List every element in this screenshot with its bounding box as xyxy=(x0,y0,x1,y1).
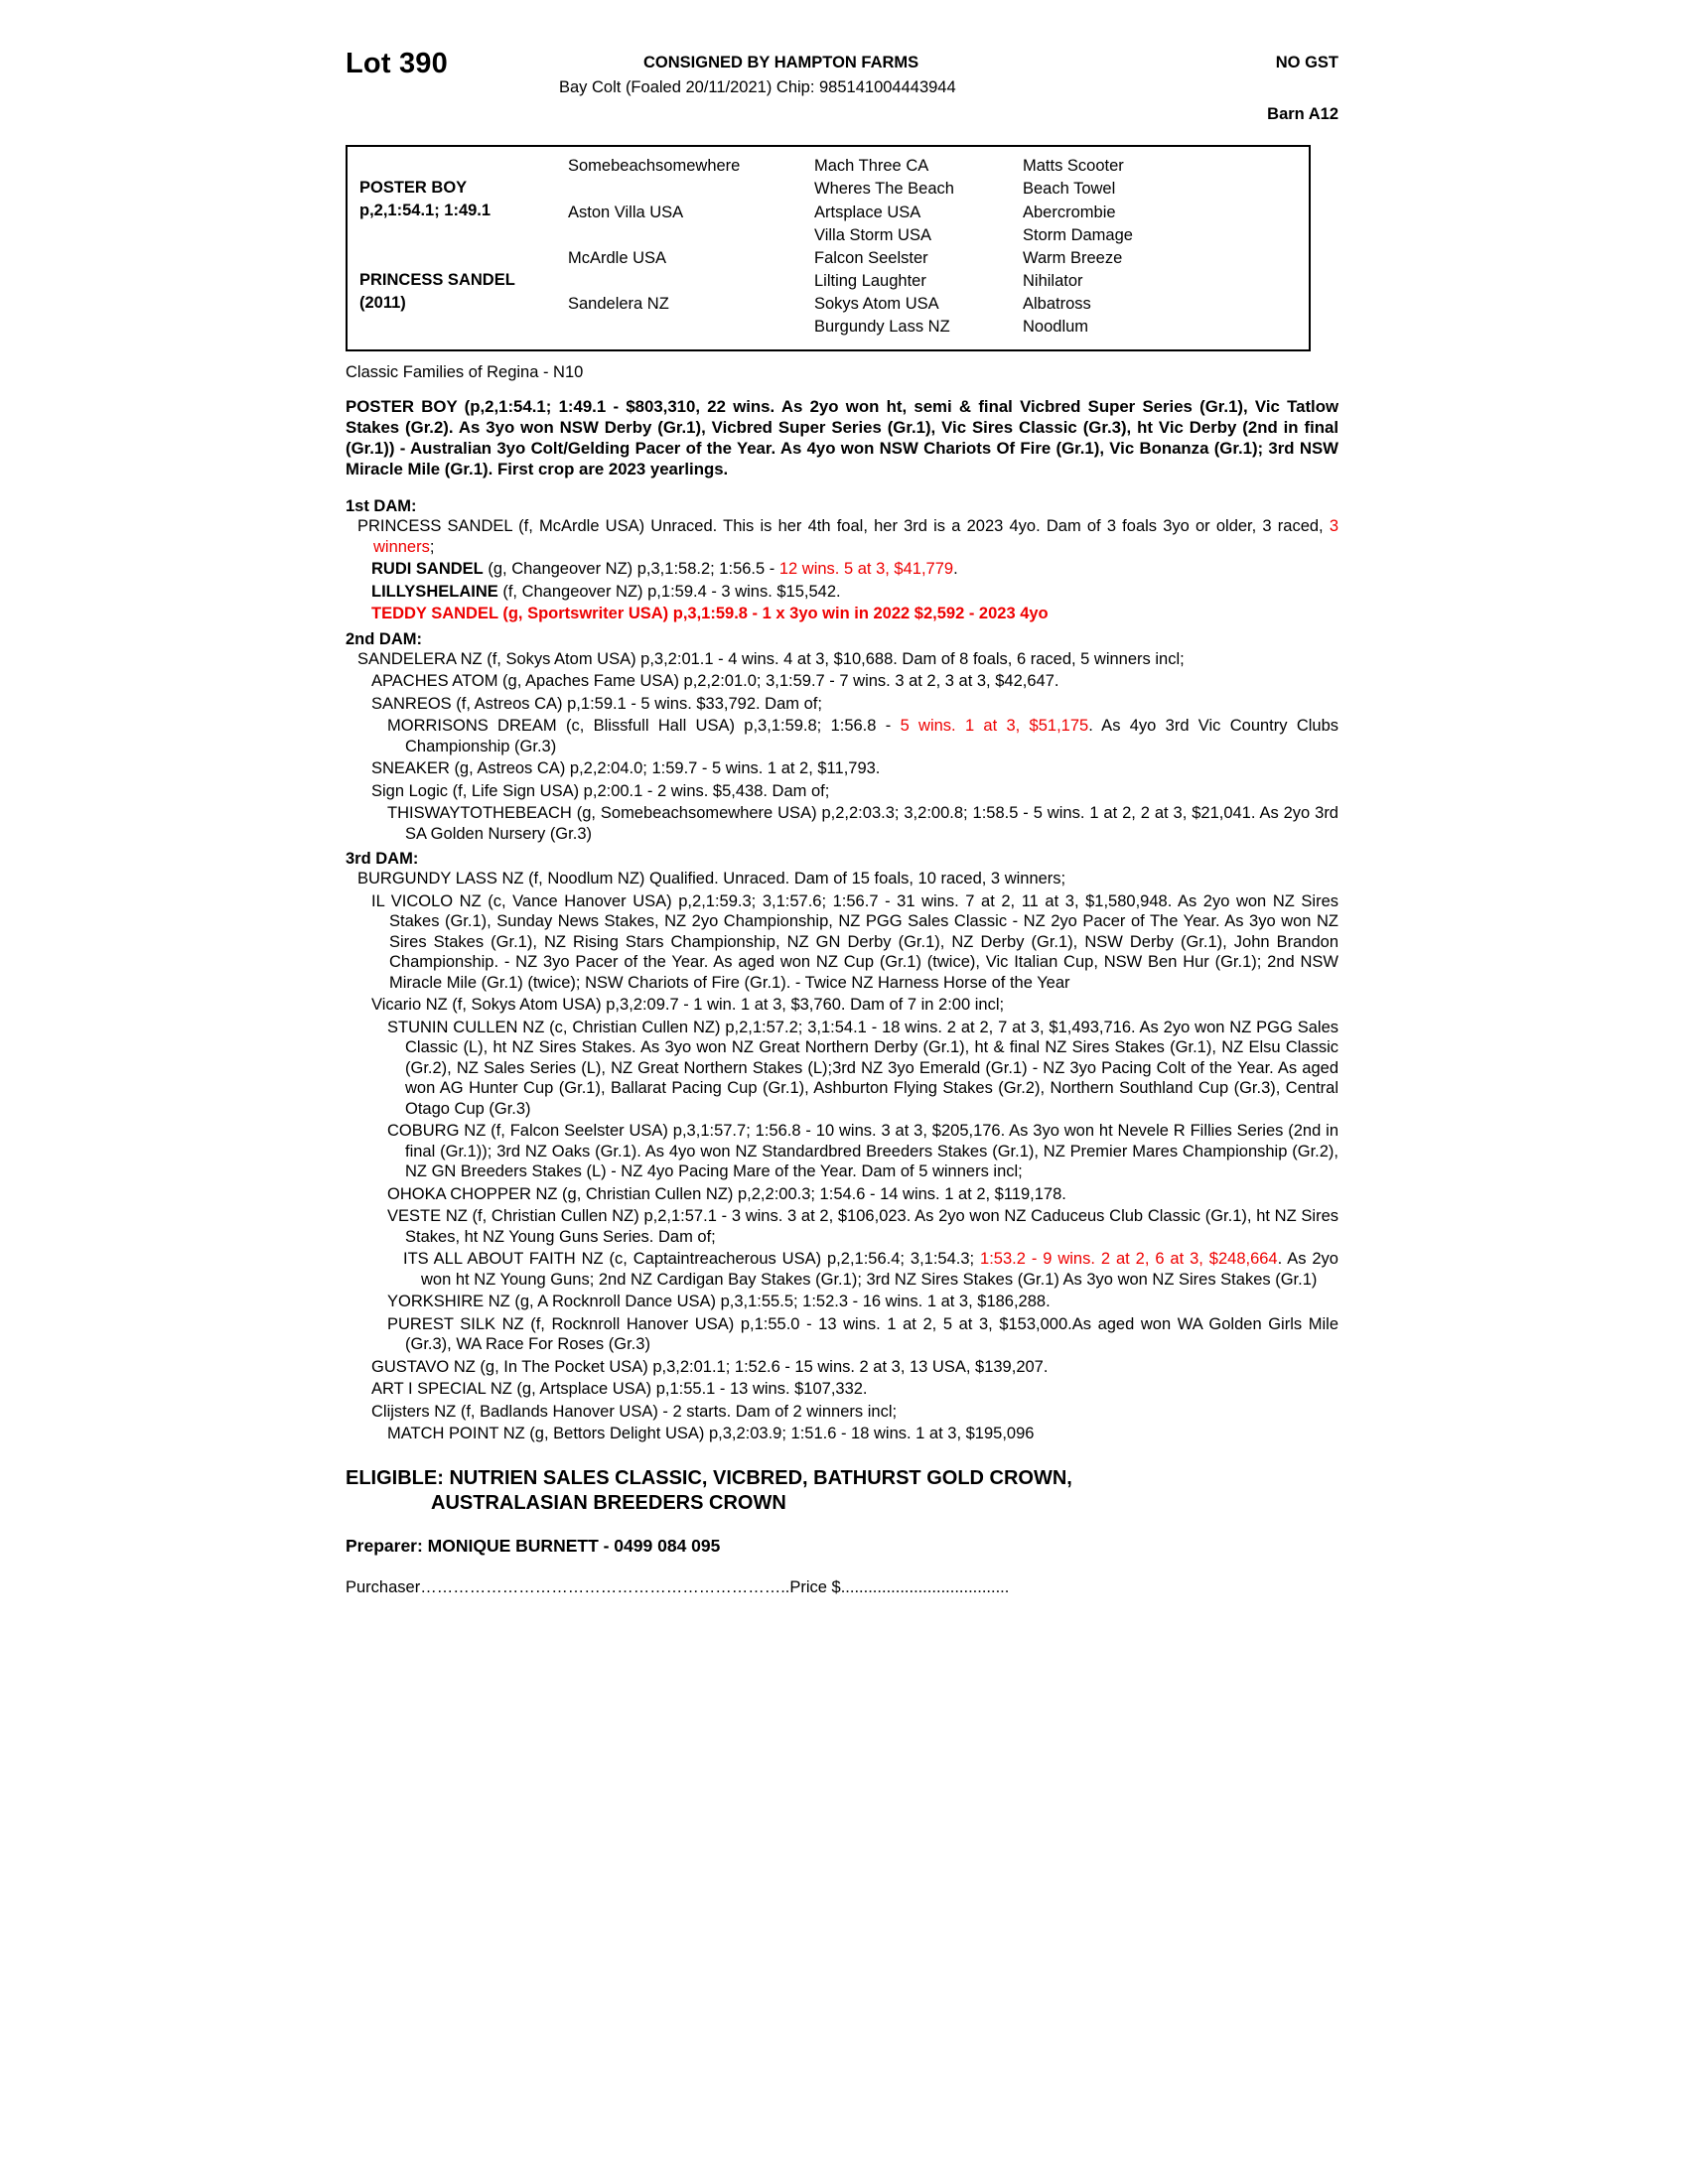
progeny-name: LILLYSHELAINE xyxy=(371,582,498,601)
first-dam-intro-b: ; xyxy=(429,537,435,556)
progeny-yorkshire: YORKSHIRE NZ (g, A Rocknroll Dance USA) p,3,1:55.5; 1:52.3 - 16 wins. 1 at 3, $186,288. xyxy=(387,1293,1051,1310)
progeny-il-vicolo: IL VICOLO NZ (c, Vance Hanover USA) p,2,1:59.3; 3,1:57.6; 1:56.7 - 31 wins. 7 at 2, 11 at 3, $1,580,948. As 2yo won NZ Sires Stakes (Gr.1), Sunday News Stakes, NZ 2yo Championship, NZ PGG Sales Classic - NZ 2yo Pacer of The Year. As 3yo won NZ Sires Stakes (Gr.1), NZ Rising Stars Championship, NZ GN Derby (Gr.1), NZ Derby (Gr.1), NSW Derby (Gr.1), John Brandon Championship. - NZ 3yo Pacer of the Year. As aged won NZ Cup (Gr.1) (twice), Vic Italian Cup, NSW Ben Hur (Gr.1); 2nd NSW Miracle Mile (Gr.1) (twice); NSW Chariots of Fire (Gr.1). - Twice NZ Harness Horse of the Year xyxy=(371,891,1338,992)
third-dam-heading: 3rd DAM: xyxy=(346,850,419,868)
grandparent-4: Villa Storm USA xyxy=(814,226,931,244)
progeny-detail-end: . As 4yo 3rd Vic Country Clubs Championship (Gr.3) xyxy=(405,717,1339,755)
progeny-highlight: 1:53.2 - 9 wins. 2 at 2, 6 at 3, $248,664 xyxy=(980,1250,1278,1268)
sire-sire: Somebeachsomewhere xyxy=(568,157,741,175)
progeny-stunin-cullen: STUNIN CULLEN NZ (c, Christian Cullen NZ) p,2,1:57.2; 3,1:54.1 - 18 wins. 2 at 2, 7 at 3, $1,493,716. As 2yo won NZ PGG Sales Classic (L), ht NZ Sires Stakes. As 3yo won NZ Great Northern Derby (Gr.1), ht & final NZ Sires Stakes (Gr.1), NZ Elsu Classic (Gr.2), NZ Sales Series (L), NZ Great Northern Stakes (L);3rd NZ 3yo Emerald (Gr.1) - NZ 3yo Pacing Colt of the Year. As aged won AG Hunter Cup (Gr.1), Ballarat Pacing Cup (Gr.1), Ashburton Flying Stakes (Gr.2), Northern Southland Cup (Gr.3), Central Otago Cup (Gr.3) xyxy=(387,1018,1338,1118)
grandparent-7: Sokys Atom USA xyxy=(814,295,939,313)
progeny-detail: MORRISONS DREAM (c, Blissfull Hall USA) p,3,1:59.8; 1:56.8 - xyxy=(387,717,901,735)
horse-description: Bay Colt (Foaled 20/11/2021) Chip: 985141004443944 xyxy=(559,78,956,96)
dam-dam: Sandelera NZ xyxy=(568,295,669,313)
great-grandparent-7: Albatross xyxy=(1023,295,1091,313)
progeny-detail-end: . As 2yo won ht NZ Young Guns; 2nd NZ Cardigan Bay Stakes (Gr.1); 3rd NZ Sires Stakes (Gr.1) As 3yo won NZ Sires Stakes (Gr.1) xyxy=(421,1250,1338,1289)
progeny-coburg: COBURG NZ (f, Falcon Seelster USA) p,3,1:57.7; 1:56.8 - 10 wins. 3 at 3, $205,176. As 3yo won ht Nevele R Fillies Series (2nd in final (Gr.1)); 3rd NZ Oaks (Gr.1). As 4yo won NZ Standardbred Breeders Stakes (Gr.1), NZ Premier Mares Championship (Gr.2), NZ GN Breeders Stakes (L) - NZ 4yo Pacing Mare of the Year. Dam of 5 winners incl; xyxy=(387,1122,1338,1180)
progeny-name: RUDI SANDEL xyxy=(371,560,484,578)
grandparent-8: Burgundy Lass NZ xyxy=(814,318,950,336)
first-dam-winners: 3 winners xyxy=(373,517,1338,556)
progeny-purest-silk: PUREST SILK NZ (f, Rocknroll Hanover USA) p,1:55.0 - 13 wins. 1 at 2, 5 at 3, $153,000.As aged won WA Golden Girls Mile (Gr.3), WA Race For Roses (Gr.3) xyxy=(387,1314,1338,1353)
progeny-highlight: 12 wins. 5 at 3, $41,779 xyxy=(778,560,954,578)
great-grandparent-4: Storm Damage xyxy=(1023,226,1133,244)
grandparent-6: Lilting Laughter xyxy=(814,272,926,290)
progeny-ohoka-chopper: OHOKA CHOPPER NZ (g, Christian Cullen NZ) p,2,2:00.3; 1:54.6 - 14 wins. 1 at 2, $119,178. xyxy=(387,1184,1066,1203)
progeny-apaches-atom: APACHES ATOM (g, Apaches Fame USA) p,2,2:01.0; 3,1:59.7 - 7 wins. 3 at 2, 3 at 3, $42,647. xyxy=(371,672,1059,690)
eligibility-block xyxy=(346,1466,1338,1516)
progeny-vicario: Vicario NZ (f, Sokys Atom USA) p,3,2:09.7 - 1 win. 1 at 3, $3,760. Dam of 7 in 2:00 incl; xyxy=(371,996,1005,1014)
great-grandparent-5: Warm Breeze xyxy=(1023,249,1123,267)
progeny-detail: ITS ALL ABOUT FAITH NZ (c, Captaintreacherous USA) p,2,1:56.4; 3,1:54.3; xyxy=(403,1250,981,1268)
first-dam-heading: 1st DAM: xyxy=(346,497,417,515)
great-grandparent-3: Abercrombie xyxy=(1023,204,1116,221)
progeny-detail-end: . xyxy=(953,560,958,578)
progeny-detail: (g, Changeover NZ) p,3,1:58.2; 1:56.5 - xyxy=(483,560,779,578)
pedigree-table xyxy=(346,145,1311,351)
progeny-detail: (f, Changeover NZ) p,1:59.4 - 3 wins. $15,542. xyxy=(497,582,841,601)
consignor-line: CONSIGNED BY HAMPTON FARMS xyxy=(643,54,919,71)
barn-number: Barn A12 xyxy=(1267,105,1338,123)
page-header xyxy=(346,46,1338,141)
first-dam-intro-a: PRINCESS SANDEL (f, McArdle USA) Unraced. This is her 4th foal, her 3rd is a 2023 4yo. Dam of 3 foals 3yo or older, 3 raced, xyxy=(357,517,1330,535)
progeny-match-point: MATCH POINT NZ (g, Bettors Delight USA) p,3,2:03.9; 1:51.6 - 18 wins. 1 at 3, $195,096 xyxy=(387,1425,1035,1442)
gst-status: NO GST xyxy=(1275,54,1338,71)
progeny-its-all-about-faith xyxy=(346,1249,1338,1290)
progeny-sign-logic: Sign Logic (f, Life Sign USA) p,2:00.1 - 2 wins. $5,438. Dam of; xyxy=(371,781,830,800)
great-grandparent-8: Noodlum xyxy=(1023,318,1089,336)
progeny-clijsters: Clijsters NZ (f, Badlands Hanover USA) - 2 starts. Dam of 2 winners incl; xyxy=(371,1402,898,1421)
grandparent-1: Mach Three CA xyxy=(814,157,929,175)
great-grandparent-6: Nihilator xyxy=(1023,272,1083,290)
progeny-gustavo: GUSTAVO NZ (g, In The Pocket USA) p,3,2:01.1; 1:52.6 - 15 wins. 2 at 3, 13 USA, $139,207. xyxy=(371,1357,1049,1376)
grandparent-5: Falcon Seelster xyxy=(814,249,928,267)
progeny-highlight: 5 wins. 1 at 3, $51,175 xyxy=(900,717,1089,735)
progeny-teddy-sandel: TEDDY SANDEL (g, Sportswriter USA) p,3,1:59.8 - 1 x 3yo win in 2022 $2,592 - 2023 4yo xyxy=(371,605,1049,622)
second-dam-intro: SANDELERA NZ (f, Sokys Atom USA) p,3,2:01.1 - 4 wins. 4 at 3, $10,688. Dam of 8 foals, 6 raced, 5 winners incl; xyxy=(357,649,1185,668)
grandparent-2: Wheres The Beach xyxy=(814,180,954,198)
dam-name: PRINCESS SANDEL xyxy=(359,271,515,289)
first-dam-intro xyxy=(346,516,1338,557)
progeny-thiswaytothebeach: THISWAYTOTHEBEACH (g, Somebeachsomewhere USA) p,2,2:03.3; 3,2:00.8; 1:58.5 - 5 wins. 1 at 2, 2 at 3, $21,041. As 2yo 3rd SA Golden Nursery (Gr.3) xyxy=(387,804,1338,843)
progeny-lillyshelaine xyxy=(346,582,1338,603)
progeny-sanreos: SANREOS (f, Astreos CA) p,1:59.1 - 5 wins. $33,792. Dam of; xyxy=(371,694,822,713)
grandparent-3: Artsplace USA xyxy=(814,204,921,221)
sire-dam: Aston Villa USA xyxy=(568,204,684,221)
eligibility-line-1: ELIGIBLE: NUTRIEN SALES CLASSIC, VICBRED, BATHURST GOLD CROWN, xyxy=(346,1466,1072,1489)
eligibility-line-2: AUSTRALASIAN BREEDERS CROWN xyxy=(431,1491,786,1514)
sire-name: POSTER BOY xyxy=(359,179,468,197)
second-dam-heading: 2nd DAM: xyxy=(346,629,422,648)
progeny-art-i-special: ART I SPECIAL NZ (g, Artsplace USA) p,1:55.1 - 13 wins. $107,332. xyxy=(371,1380,868,1398)
progeny-rudi-sandel xyxy=(346,559,1338,580)
third-dam-intro: BURGUNDY LASS NZ (f, Noodlum NZ) Qualified. Unraced. Dam of 15 foals, 10 raced, 3 winners; xyxy=(357,870,1066,887)
sire-paragraph: POSTER BOY (p,2,1:54.1; 1:49.1 - $803,310, 22 wins. As 2yo won ht, semi & final Vicbred Super Series (Gr.1), Vic Tatlow Stakes (Gr.2). As 3yo won NSW Derby (Gr.1), Vicbred Super Series (Gr.1), Vic Sires Classic (Gr.3), ht Vic Derby (2nd in final (Gr.1)) - Australian 3yo Colt/Gelding Pacer of the Year. As 4yo won NSW Chariots Of Fire (Gr.1), Vic Bonanza (Gr.1); 3rd NSW Miracle Mile (Gr.1). First crop are 2023 yearlings. xyxy=(346,397,1338,478)
great-grandparent-1: Matts Scooter xyxy=(1023,157,1124,175)
sire-record: p,2,1:54.1; 1:49.1 xyxy=(359,202,492,219)
catalogue-sheet xyxy=(346,46,1338,1597)
preparer-line: Preparer: MONIQUE BURNETT - 0499 084 095 xyxy=(346,1535,721,1556)
family-line: Classic Families of Regina - N10 xyxy=(346,363,584,381)
progeny-veste: VESTE NZ (f, Christian Cullen NZ) p,2,1:57.1 - 3 wins. 3 at 2, $106,023. As 2yo won NZ Caduceus Club Classic (Gr.1), ht NZ Sires Stakes, ht NZ Young Guns Series. Dam of; xyxy=(387,1207,1338,1246)
dam-year: (2011) xyxy=(359,294,406,312)
progeny-sneaker: SNEAKER (g, Astreos CA) p,2,2:04.0; 1:59.7 - 5 wins. 1 at 2, $11,793. xyxy=(371,759,881,777)
dam-sire: McArdle USA xyxy=(568,249,667,267)
lot-number: Lot 390 xyxy=(346,48,448,79)
progeny-morrisons-dream xyxy=(346,716,1338,756)
great-grandparent-2: Beach Towel xyxy=(1023,180,1116,198)
purchaser-line: Purchaser…………………………………………………………..Price $..................................... xyxy=(346,1577,1010,1596)
